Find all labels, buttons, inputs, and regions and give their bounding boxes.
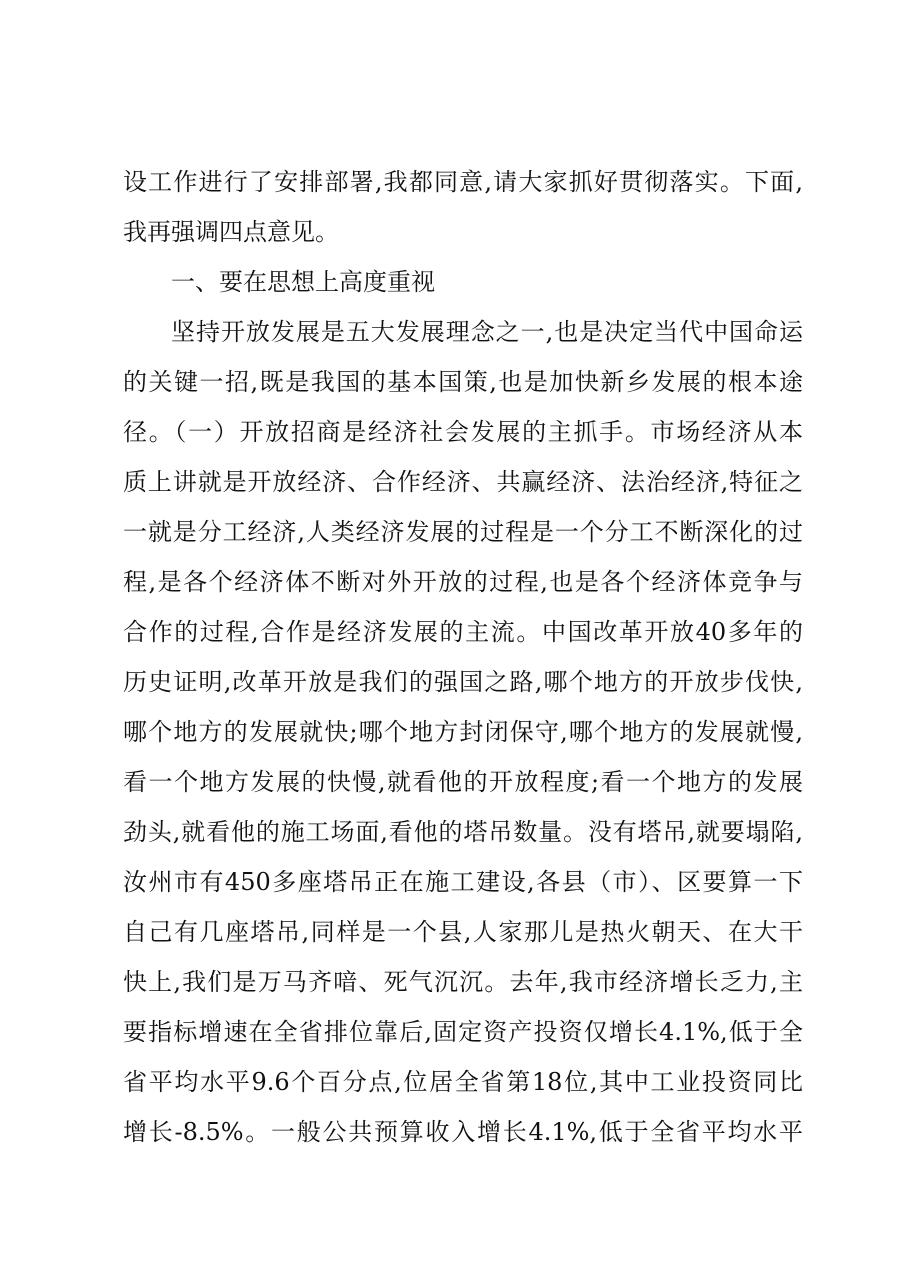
text-line: 坚持开放发展是五大发展理念之一,也是决定当代中国命运 — [171, 318, 803, 346]
text-line: 要指标增速在全省排位靠后,固定资产投资仅增长4.1%,低于全 — [123, 1018, 803, 1046]
text-line: 劲头,就看他的施工场面,看他的塔吊数量。没有塔吊,就要塌陷, — [123, 818, 803, 846]
text-line: 快上,我们是万马齐喑、死气沉沉。去年,我市经济增长乏力,主 — [123, 968, 803, 996]
text-line: 汝州市有450多座塔吊正在施工建设,各县（市）、区要算一下 — [123, 868, 803, 896]
text-line: 程,是各个经济体不断对外开放的过程,也是各个经济体竞争与 — [123, 568, 803, 596]
text-line: 历史证明,改革开放是我们的强国之路,哪个地方的开放步伐快, — [123, 668, 803, 696]
text-line: 我再强调四点意见。 — [123, 218, 339, 246]
text-line: 自己有几座塔吊,同样是一个县,人家那儿是热火朝天、在大干 — [123, 918, 803, 946]
text-line: 哪个地方的发展就快;哪个地方封闭保守,哪个地方的发展就慢, — [123, 718, 803, 746]
section-heading: 一、要在思想上高度重视 — [171, 268, 435, 296]
text-line: 径。（一）开放招商是经济社会发展的主抓手。市场经济从本 — [123, 418, 803, 446]
text-line: 增长-8.5%。一般公共预算收入增长4.1%,低于全省平均水平 — [123, 1118, 803, 1146]
text-line: 的关键一招,既是我国的基本国策,也是加快新乡发展的根本途 — [123, 368, 803, 396]
text-line: 合作的过程,合作是经济发展的主流。中国改革开放40多年的 — [123, 618, 803, 646]
text-line: 质上讲就是开放经济、合作经济、共赢经济、法治经济,特征之 — [123, 468, 803, 496]
text-line: 一就是分工经济,人类经济发展的过程是一个分工不断深化的过 — [123, 518, 803, 546]
text-line: 省平均水平9.6个百分点,位居全省第18位,其中工业投资同比 — [123, 1068, 803, 1096]
text-line: 设工作进行了安排部署,我都同意,请大家抓好贯彻落实。下面, — [123, 168, 803, 196]
text-line: 看一个地方发展的快慢,就看他的开放程度;看一个地方的发展 — [123, 768, 803, 796]
